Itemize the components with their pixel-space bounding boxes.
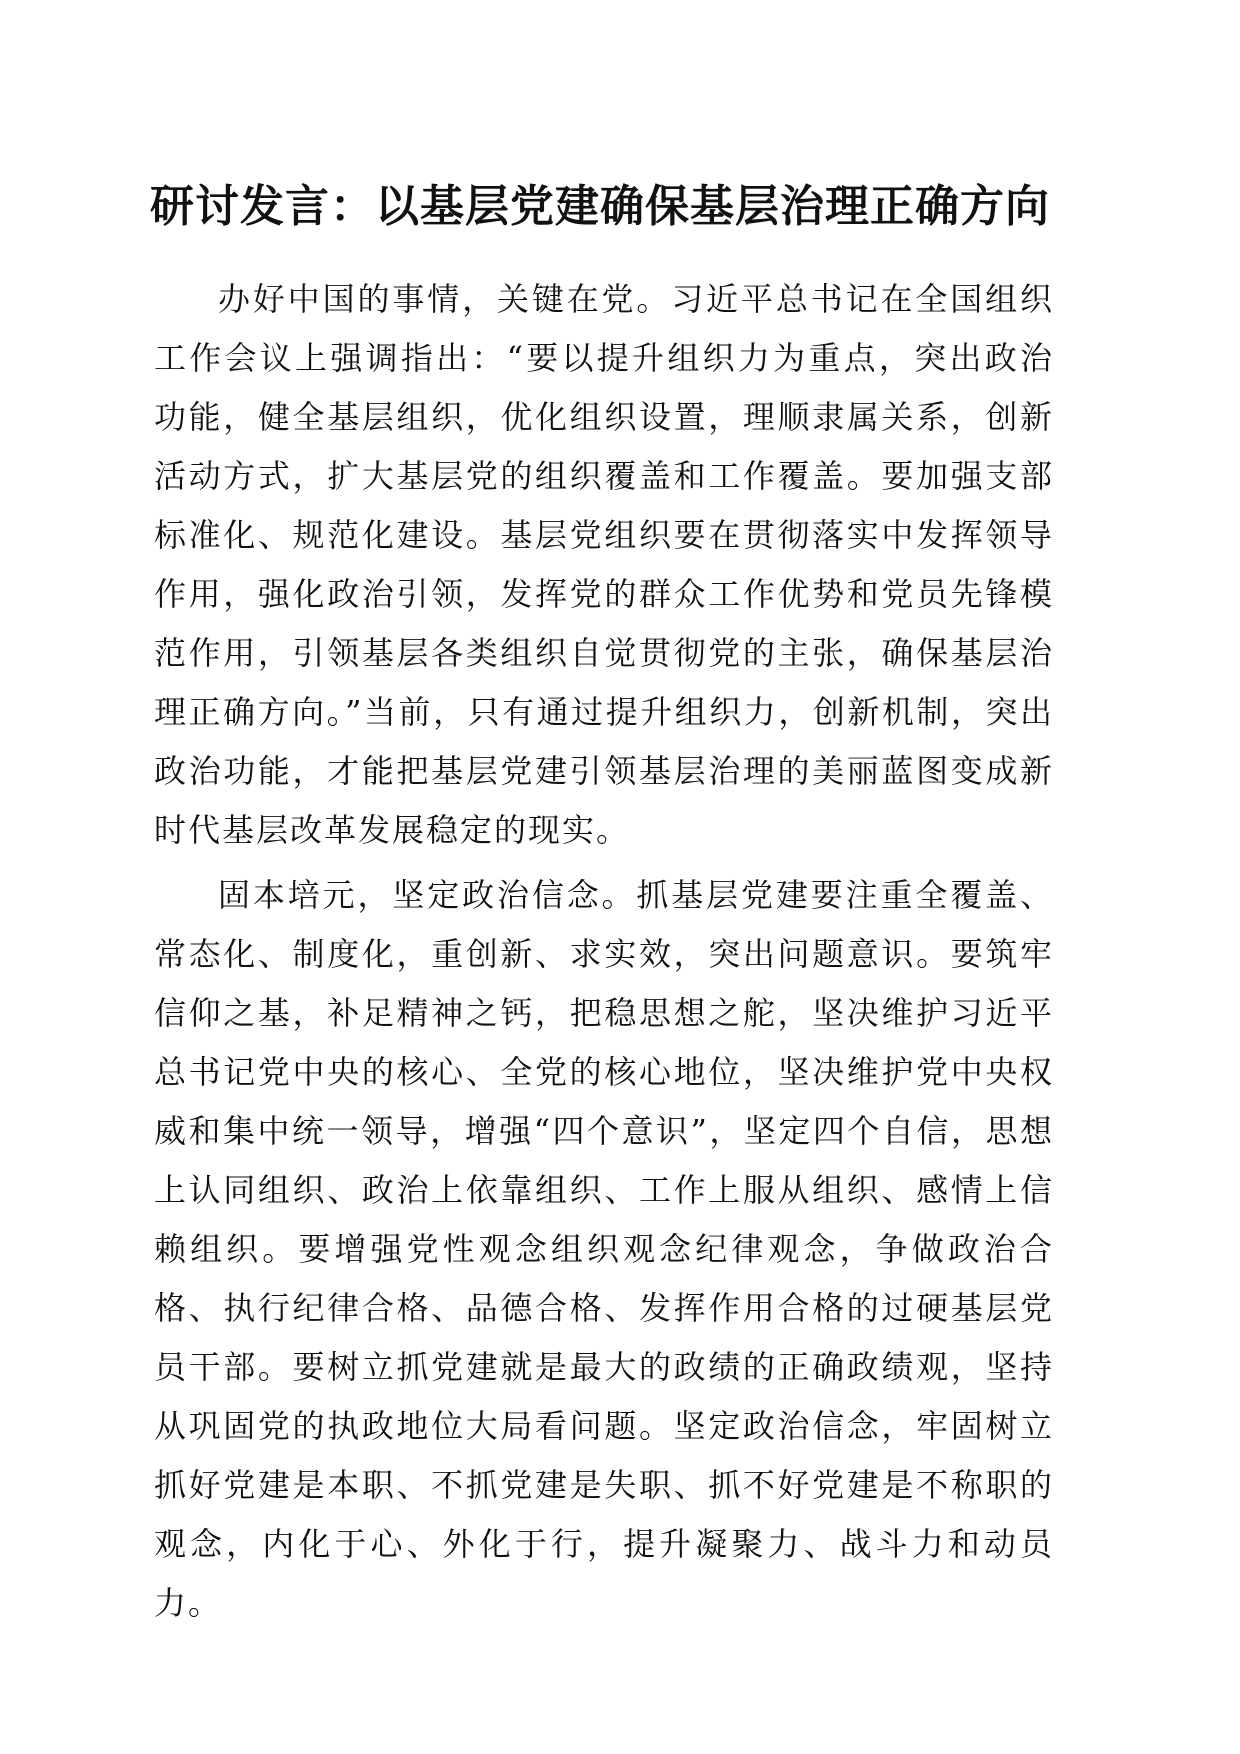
document-title: 研讨发言：以基层党建确保基层治理正确方向 — [150, 181, 1050, 232]
body-paragraph-2: 固本培元，坚定政治信念。抓基层党建要注重全覆盖、常态化、制度化，重创新、求实效，突出问题意识。要筑牢信仰之基，补足精神之钙，把稳思想之舵，坚决维护习近平总书记党中央的核心、全党的核心地位，坚决维护党中央权威和集中统一领导，增强“四个意识”，坚定四个自信，思想上认同组织、政治上依靠组织、工作上服从组织、感情上信赖组织。要增强党性观念组织观念纪律观念，争做政治合格、执行纪律合格、品德合格、发挥作用合格的过硬基层党员干部。要树立抓党建就是最大的政绩的正确政绩观，坚持从巩固党的执政地位大局看问题。坚定政治信念，牢固树立抓好党建是本职、不抓党建是失职、抓不好党建是不称职的观念，内化于心、外化于行，提升凝聚力、战斗力和动员力。 — [154, 876, 1054, 1622]
body-paragraph-1: 办好中国的事情，关键在党。习近平总书记在全国组织工作会议上强调指出：“要以提升组织力为重点，突出政治功能，健全基层组织，优化组织设置，理顺隶属关系，创新活动方式，扩大基层党的组织覆盖和工作覆盖。要加强支部标准化、规范化建设。基层党组织要在贯彻落实中发挥领导作用，强化政治引领，发挥党的群众工作优势和党员先锋模范作用，引领基层各类组织自觉贯彻党的主张，确保基层治理正确方向。”当前，只有通过提升组织力，创新机制，突出政治功能，才能把基层党建引领基层治理的美丽蓝图变成新时代基层改革发展稳定的现实。 — [154, 280, 1054, 849]
document-body — [154, 270, 1054, 1639]
